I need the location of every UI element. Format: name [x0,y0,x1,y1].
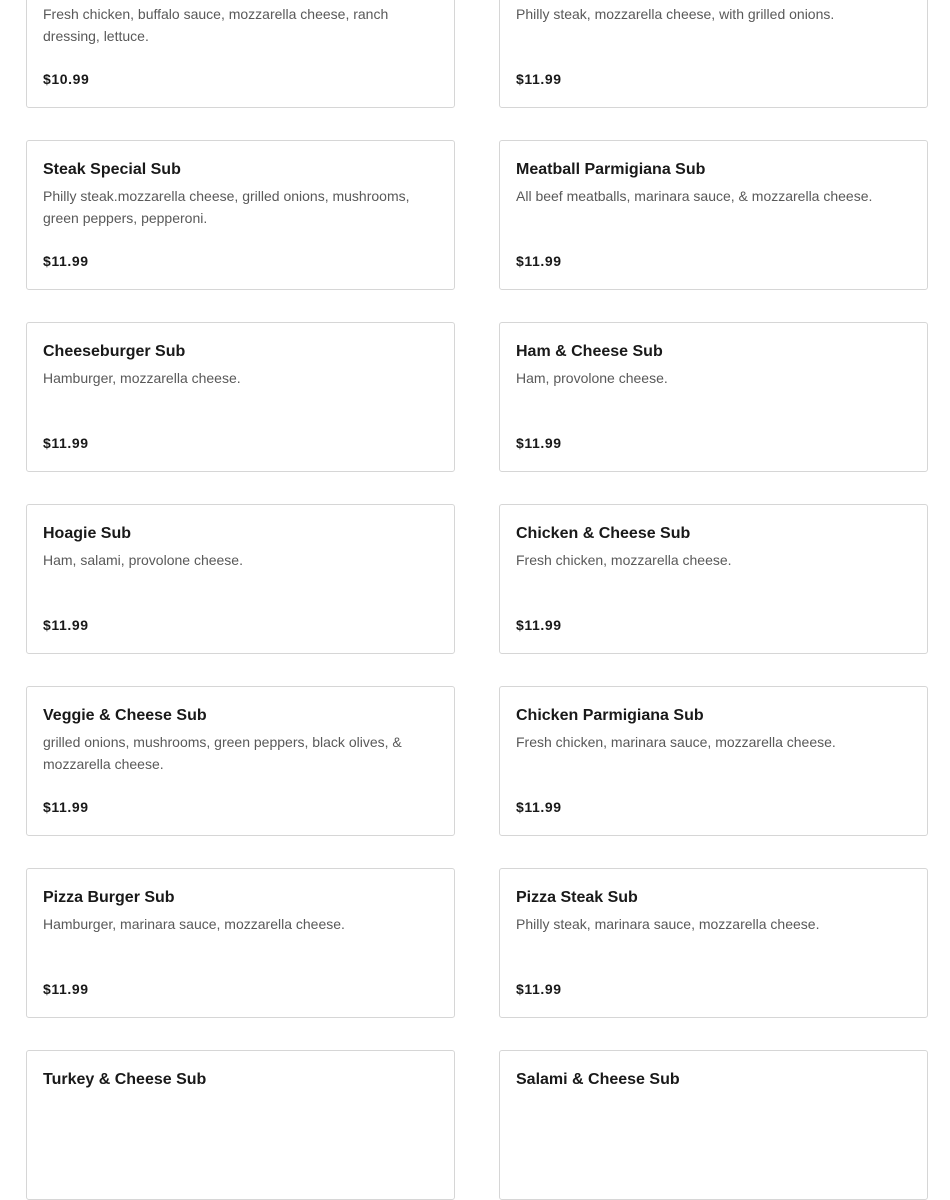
menu-item-card[interactable] [26,1050,455,1200]
menu-item-card[interactable] [499,868,928,1018]
menu-item-card[interactable] [26,504,455,654]
menu-item-description: All beef meatballs, marinara sauce, & mozzarella cheese. [516,188,873,204]
menu-item-description: Hamburger, marinara sauce, mozzarella cheese. [43,916,345,932]
menu-item-name: Ham & Cheese Sub [516,343,663,360]
menu-item-name: Turkey & Cheese Sub [43,1071,207,1088]
menu-item-price: $11.99 [43,799,89,815]
menu-item-price: $11.99 [516,617,562,633]
menu-item-name: Hoagie Sub [43,525,132,542]
menu-item-name: Steak Special Sub [43,161,181,178]
menu-item-card[interactable] [499,0,928,108]
menu-item-name: Chicken Parmigiana Sub [516,707,704,724]
menu-item-name: Pizza Steak Sub [516,889,638,906]
menu-item-description: Hamburger, mozzarella cheese. [43,370,241,386]
menu-item-card[interactable] [499,686,928,836]
menu-item-price: $11.99 [43,981,89,997]
menu-item-card[interactable] [499,504,928,654]
menu-item-price: $11.99 [516,435,562,451]
menu-item-card[interactable] [26,322,455,472]
menu-item-name: Cheeseburger Sub [43,343,186,360]
menu-item-description: Fresh chicken, marinara sauce, mozzarella cheese. [516,734,836,750]
menu-item-name: Pizza Burger Sub [43,889,175,906]
menu-item-description: Philly steak, mozzarella cheese, with grilled onions. [516,6,835,22]
menu-item-card[interactable] [26,0,455,108]
menu-item-card[interactable] [499,322,928,472]
menu-item-price: $11.99 [516,71,562,87]
menu-item-price: $11.99 [43,617,89,633]
menu-item-card[interactable] [26,140,455,290]
menu-item-price: $11.99 [43,435,89,451]
menu-item-name: Salami & Cheese Sub [516,1071,680,1088]
menu-item-price: $11.99 [516,981,562,997]
menu-item-price: $11.99 [516,253,562,269]
menu-item-description: grilled onions, mushrooms, green peppers, black olives, & mozzarella cheese. [43,734,402,772]
menu-item-price: $11.99 [516,799,562,815]
menu-item-price: $11.99 [43,253,89,269]
menu-item-description: Fresh chicken, mozzarella cheese. [516,552,732,568]
menu-items-grid [26,0,928,1200]
menu-item-description: Ham, salami, provolone cheese. [43,552,243,568]
menu-item-description: Philly steak.mozzarella cheese, grilled onions, mushrooms, green peppers, pepperoni. [43,188,410,226]
menu-item-card[interactable] [499,140,928,290]
menu-item-name: Veggie & Cheese Sub [43,707,207,724]
menu-item-name: Chicken & Cheese Sub [516,525,691,542]
menu-item-description: Ham, provolone cheese. [516,370,668,386]
menu-item-card[interactable] [499,1050,928,1200]
menu-item-price: $10.99 [43,71,90,87]
menu-item-card[interactable] [26,868,455,1018]
menu-item-description: Fresh chicken, buffalo sauce, mozzarella cheese, ranch dressing, lettuce. [43,6,389,44]
menu-item-name: Meatball Parmigiana Sub [516,161,706,178]
menu-item-description: Philly steak, marinara sauce, mozzarella cheese. [516,916,820,932]
menu-item-card[interactable] [26,686,455,836]
